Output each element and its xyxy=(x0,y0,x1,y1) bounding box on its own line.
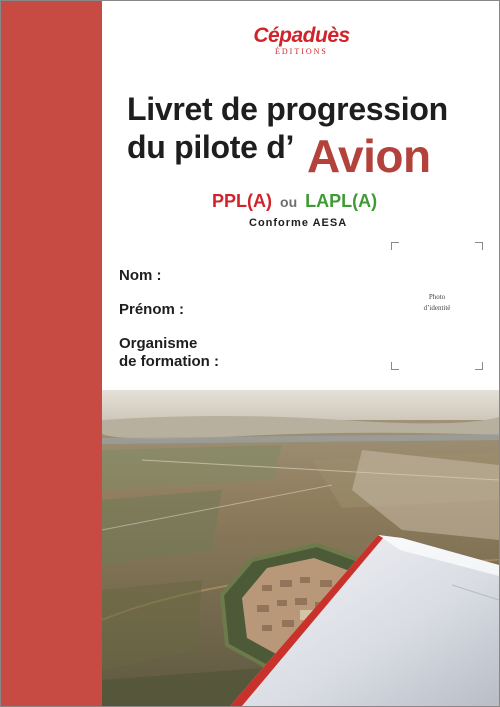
licence-conjunction: ou xyxy=(280,194,298,210)
crop-mark-icon xyxy=(391,362,399,370)
aerial-photo xyxy=(102,390,499,706)
publisher-subtitle: ÉDITIONS xyxy=(275,47,328,56)
crop-mark-icon xyxy=(391,242,399,250)
field-organisme-line-2: de formation : xyxy=(119,353,219,370)
publisher-name: Cépaduès xyxy=(253,24,350,47)
licence-lapl: LAPL(A) xyxy=(305,191,378,211)
id-photo-label-line-1: Photo xyxy=(428,293,446,301)
field-prenom: Prénom : xyxy=(119,301,185,318)
licence-ppl: PPL(A) xyxy=(212,191,272,211)
title-line-1: Livret de progression xyxy=(127,91,448,127)
id-photo-label xyxy=(391,292,483,314)
field-organisme-line-1: Organisme xyxy=(119,335,198,352)
field-nom: Nom : xyxy=(119,267,162,284)
id-photo-label-line-2: d’identité xyxy=(423,304,451,312)
title-emphasis: Avion xyxy=(307,130,431,182)
crop-mark-icon xyxy=(475,242,483,250)
id-photo-box xyxy=(391,242,483,370)
title-line-2: du pilote d’ xyxy=(127,129,295,165)
licence-line xyxy=(212,191,377,212)
red-side-band xyxy=(1,1,102,706)
publisher-logo xyxy=(239,25,364,57)
conformity-note: Conforme AESA xyxy=(249,217,348,229)
crop-mark-icon xyxy=(475,362,483,370)
